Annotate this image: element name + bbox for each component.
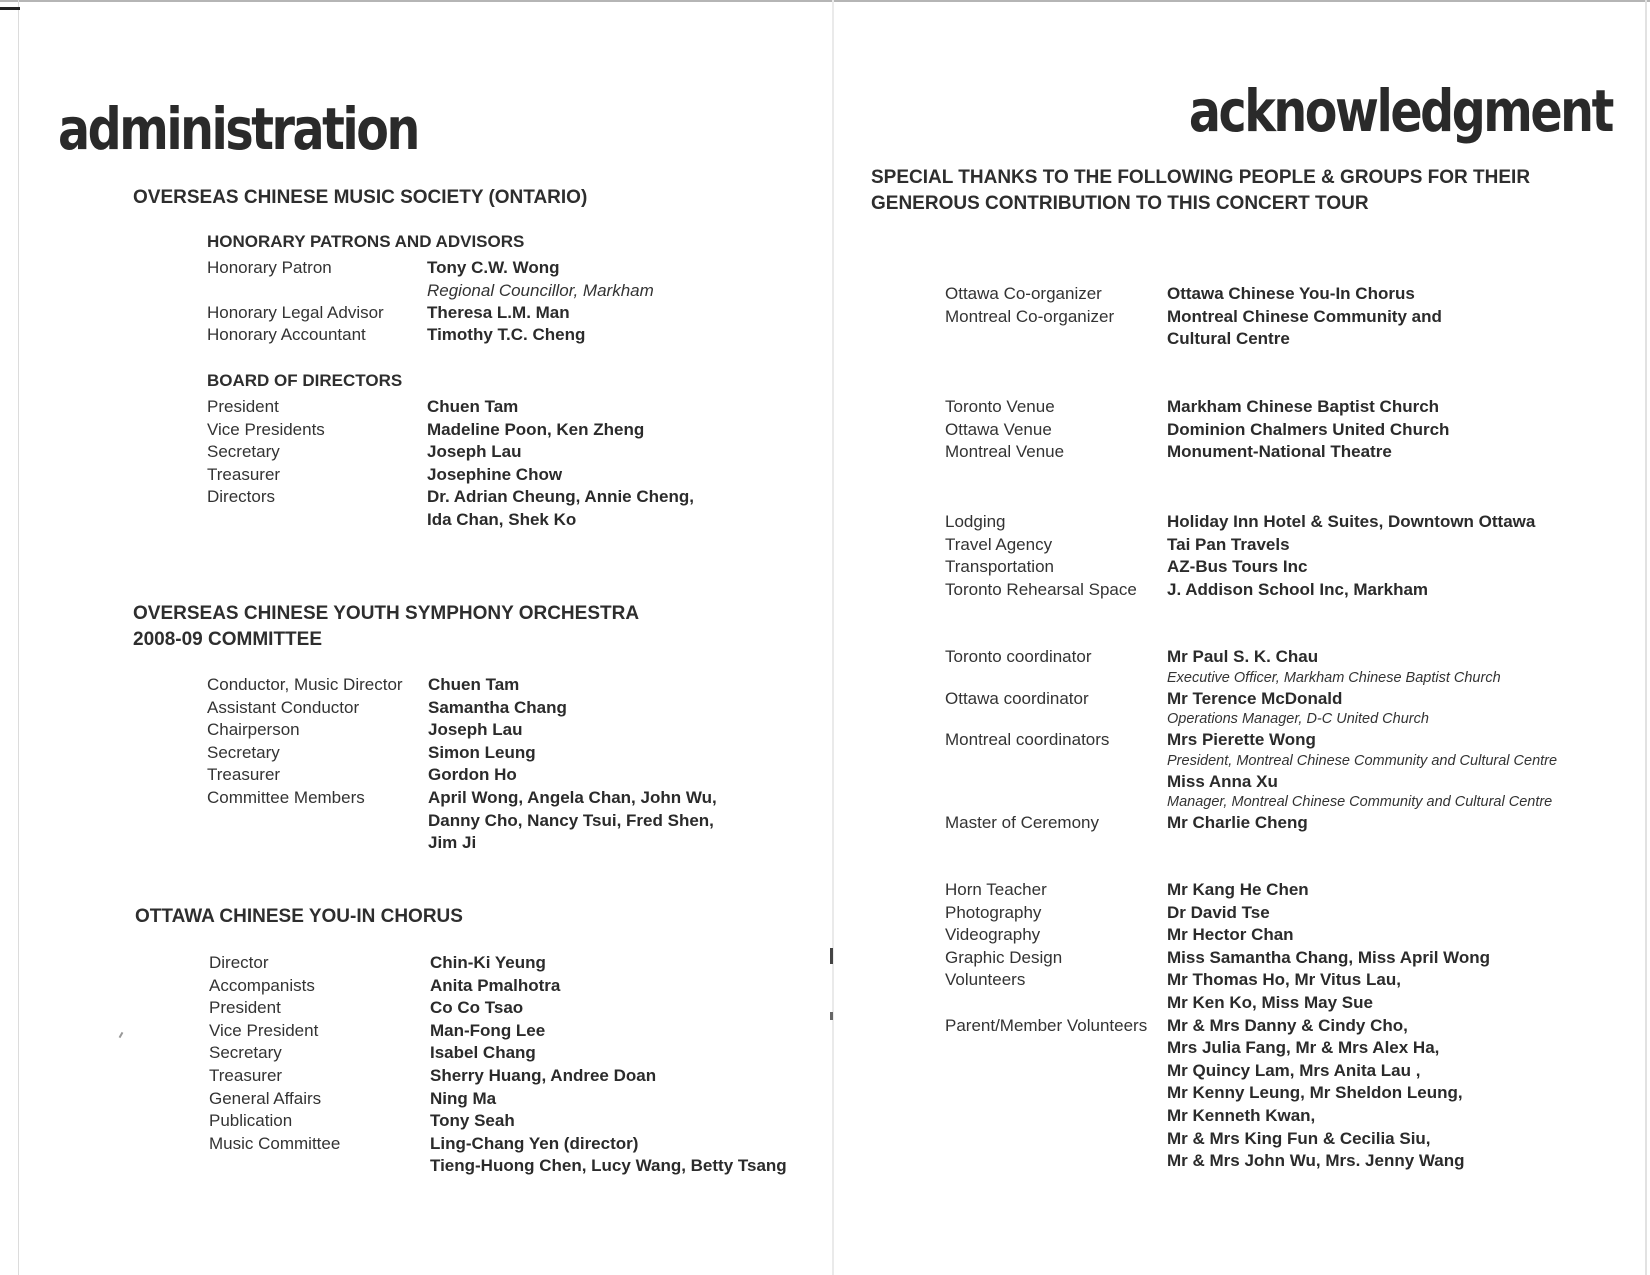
contributor-name: Mr Thomas Ho, Mr Vitus Lau, Mr Ken Ko, Miss May Sue: [1167, 970, 1401, 1012]
list-item: [945, 511, 1625, 534]
role-label: President: [207, 397, 279, 416]
logistics-list: [945, 511, 1625, 601]
role-label: Director: [209, 953, 269, 972]
contributor-name: Dominion Chalmers United Church: [1167, 419, 1450, 439]
list-item: [945, 441, 1605, 464]
list-item: [207, 257, 767, 302]
page-title: acknowledgment: [1188, 77, 1612, 145]
person-name: Joseph Lau: [427, 442, 522, 462]
contributor-name: Holiday Inn Hotel & Suites, Downtown Ottawa: [1167, 512, 1536, 531]
list-item: [945, 306, 1605, 351]
person-name: Co Co Tsao: [430, 998, 524, 1018]
contributor-name: Mr Terence McDonald Operations Manager, D-C United Church: [1167, 688, 1625, 730]
list-item: [945, 534, 1625, 557]
list-item: [209, 975, 789, 998]
role-label: Photography: [945, 902, 1042, 922]
contributor-title: President, Montreal Chinese Community and Cultural Centre: [1167, 752, 1558, 769]
role-label: Vice Presidents: [207, 419, 325, 439]
list-item: [209, 1088, 789, 1111]
person-name: Chuen Tam: [428, 675, 520, 694]
page-left-edge: [18, 0, 19, 1275]
page-top-edge: [0, 0, 1650, 2]
role-label: Ottawa Co-organizer: [945, 284, 1102, 303]
role-label: Montreal coordinators: [945, 730, 1110, 750]
person-name: Madeline Poon, Ken Zheng: [427, 419, 645, 439]
role-label: President: [209, 998, 281, 1018]
role-label: Accompanists: [209, 975, 315, 995]
role-label: Honorary Accountant: [207, 325, 366, 345]
role-label: Conductor, Music Director: [207, 675, 403, 694]
contributor-name: Mr Charlie Cheng: [1167, 813, 1308, 833]
person-name: Samantha Chang: [428, 697, 567, 717]
role-label: Committee Members: [207, 787, 365, 807]
list-item: [207, 324, 767, 347]
role-label: Treasurer: [207, 765, 281, 785]
contributor-title: Manager, Montreal Chinese Community and Cultural Centre: [1167, 794, 1553, 811]
list-item: [207, 674, 787, 697]
role-label: Assistant Conductor: [207, 697, 360, 717]
list-item: [945, 812, 1625, 835]
section-heading: OVERSEAS CHINESE MUSIC SOCIETY (ONTARIO): [133, 187, 588, 208]
contributor-name: Miss Anna Xu Manager, Montreal Chinese Community and Cultural Centre: [1167, 771, 1625, 813]
role-label: Music Committee: [209, 1133, 341, 1153]
scan-speck: [119, 1032, 124, 1038]
role-label: Treasurer: [209, 1065, 283, 1085]
contributor-name: Mr & Mrs Danny & Cindy Cho, Mrs Julia Fang, Mr & Mrs Alex Ha, Mr Quincy Lam, Mrs Anita Lau , Mr Kenny Leung, Mr Sheldon Leung, Mr Kenneth Kwan, Mr & Mrs King Fun & Cecilia Siu, Mr & Mrs John Wu, Mrs. Jenny Wang: [1167, 1015, 1465, 1171]
person-name: Chin-Ki Yeung: [430, 953, 546, 972]
role-label: Volunteers: [945, 970, 1026, 990]
list-item: [209, 1042, 789, 1065]
coordinator-list: [945, 646, 1625, 835]
list-item: [945, 771, 1625, 813]
person-name: Josephine Chow: [427, 464, 563, 484]
role-label: Ottawa Venue: [945, 419, 1052, 439]
list-item: [207, 302, 767, 325]
contributor-name: Montreal Chinese Community and Cultural Centre: [1167, 306, 1442, 349]
role-label: Montreal Venue: [945, 442, 1065, 462]
list-item: [945, 556, 1625, 579]
role-label: Horn Teacher: [945, 880, 1047, 899]
role-label: Publication: [209, 1111, 293, 1131]
patrons-list: [207, 257, 767, 347]
person-name: Dr. Adrian Cheung, Annie Cheng, Ida Chan, Shek Ko: [427, 487, 694, 529]
person-name: Ning Ma: [430, 1088, 497, 1108]
role-label: Directors: [207, 487, 276, 507]
person-name: Simon Leung: [428, 742, 536, 762]
person-name: Theresa L.M. Man: [427, 302, 570, 322]
contributor-name: Ottawa Chinese You-In Chorus: [1167, 284, 1415, 303]
list-item: [945, 902, 1625, 925]
list-item: [945, 688, 1625, 730]
contributor-name: Dr David Tse: [1167, 902, 1270, 922]
role-label: Secretary: [207, 742, 280, 762]
role-label: Videography: [945, 925, 1041, 945]
list-item: [207, 697, 787, 720]
section-heading: OVERSEAS CHINESE YOUTH SYMPHONY ORCHESTRA 2008-09 COMMITTEE: [133, 603, 640, 650]
contributor-name: Tai Pan Travels: [1167, 534, 1290, 554]
role-label: [945, 771, 1167, 813]
person-name: Sherry Huang, Andree Doan: [430, 1065, 657, 1085]
page-right-edge: [1645, 0, 1647, 1275]
section-heading: OTTAWA CHINESE YOU-IN CHORUS: [135, 906, 463, 927]
role-label: Toronto coordinator: [945, 647, 1092, 666]
role-label: Toronto Rehearsal Space: [945, 579, 1137, 599]
list-item: [207, 742, 787, 765]
board-list: [207, 396, 767, 532]
list-item: [207, 441, 767, 464]
fold-mark: [830, 1012, 833, 1020]
contributor-name: J. Addison School Inc, Markham: [1167, 579, 1429, 599]
page-title: administration: [58, 95, 418, 163]
person-name: Tony C.W. Wong Regional Councillor, Markham: [427, 257, 767, 302]
list-item: [207, 719, 787, 742]
role-label: Graphic Design: [945, 947, 1063, 967]
list-item: [945, 729, 1625, 771]
person-name: Timothy T.C. Cheng: [427, 325, 586, 345]
subsection-heading: HONORARY PATRONS AND ADVISORS: [207, 232, 525, 251]
role-label: Honorary Patron: [207, 258, 332, 277]
intro-heading: SPECIAL THANKS TO THE FOLLOWING PEOPLE & GROUPS FOR THEIR GENEROUS CONTRIBUTION TO THIS CONCERT TOUR: [871, 167, 1531, 214]
co-organizer-list: [945, 283, 1605, 351]
role-label: Chairperson: [207, 720, 300, 740]
list-item: [207, 486, 767, 531]
role-label: Lodging: [945, 512, 1006, 531]
person-name: Chuen Tam: [427, 397, 519, 416]
list-item: [945, 1015, 1625, 1173]
role-label: Honorary Legal Advisor: [207, 302, 384, 322]
list-item: [945, 969, 1625, 1014]
contributor-title: Operations Manager, D-C United Church: [1167, 711, 1429, 728]
subsection-heading: BOARD OF DIRECTORS: [207, 371, 403, 390]
crop-mark: [0, 7, 20, 10]
person-name: Joseph Lau: [428, 720, 523, 740]
person-name: Gordon Ho: [428, 765, 517, 785]
list-item: [209, 952, 789, 975]
venue-list: [945, 396, 1605, 464]
person-name: Ling-Chang Yen (director) Tieng-Huong Chen, Lucy Wang, Betty Tsang: [430, 1133, 787, 1176]
list-item: [207, 464, 767, 487]
role-label: Vice President: [209, 1020, 319, 1040]
list-item: [207, 396, 767, 419]
list-item: [209, 1110, 789, 1133]
contributor-name: Markham Chinese Baptist Church: [1167, 397, 1440, 416]
list-item: [207, 787, 787, 855]
contributor-name: Monument-National Theatre: [1167, 442, 1392, 462]
person-name: Anita Pmalhotra: [430, 975, 561, 995]
list-item: [945, 924, 1625, 947]
list-item: [945, 283, 1605, 306]
role-label: Parent/Member Volunteers: [945, 1015, 1148, 1035]
role-label: Travel Agency: [945, 534, 1053, 554]
person-name: Isabel Chang: [430, 1043, 536, 1063]
list-item: [945, 879, 1625, 902]
person-name: Man-Fong Lee: [430, 1020, 546, 1040]
contributor-title: Executive Officer, Markham Chinese Baptist Church: [1167, 669, 1501, 686]
role-label: Secretary: [209, 1043, 282, 1063]
contributor-name: Miss Samantha Chang, Miss April Wong: [1167, 947, 1491, 967]
list-item: [209, 997, 789, 1020]
role-label: Montreal Co-organizer: [945, 306, 1115, 326]
role-label: Treasurer: [207, 464, 281, 484]
volunteer-list: [945, 879, 1625, 1173]
role-label: Master of Ceremony: [945, 813, 1099, 833]
list-item: [945, 646, 1625, 688]
role-label: Secretary: [207, 442, 280, 462]
list-item: [945, 579, 1625, 602]
chorus-list: [209, 952, 789, 1178]
list-item: [207, 764, 787, 787]
role-label: General Affairs: [209, 1088, 322, 1108]
role-label: Toronto Venue: [945, 397, 1055, 416]
list-item: [209, 1133, 789, 1178]
person-name: Tony Seah: [430, 1111, 515, 1131]
person-name: April Wong, Angela Chan, John Wu, Danny Cho, Nancy Tsui, Fred Shen, Jim Ji: [428, 787, 717, 853]
contributor-name: Mr Paul S. K. Chau Executive Officer, Markham Chinese Baptist Church: [1167, 646, 1625, 688]
list-item: [945, 947, 1625, 970]
list-item: [945, 396, 1605, 419]
person-title: Regional Councillor, Markham: [427, 280, 654, 300]
contributor-name: Mr Hector Chan: [1167, 925, 1294, 945]
list-item: [207, 419, 767, 442]
list-item: [209, 1065, 789, 1088]
center-fold: [832, 0, 834, 1275]
role-label: Transportation: [945, 557, 1054, 577]
list-item: [209, 1020, 789, 1043]
contributor-name: Mr Kang He Chen: [1167, 880, 1309, 899]
list-item: [945, 419, 1605, 442]
contributor-name: Mrs Pierette Wong President, Montreal Chinese Community and Cultural Centre: [1167, 729, 1625, 771]
contributor-name: AZ-Bus Tours Inc: [1167, 557, 1308, 577]
role-label: Ottawa coordinator: [945, 688, 1089, 708]
fold-mark: [830, 948, 833, 964]
committee-list: [207, 674, 787, 855]
